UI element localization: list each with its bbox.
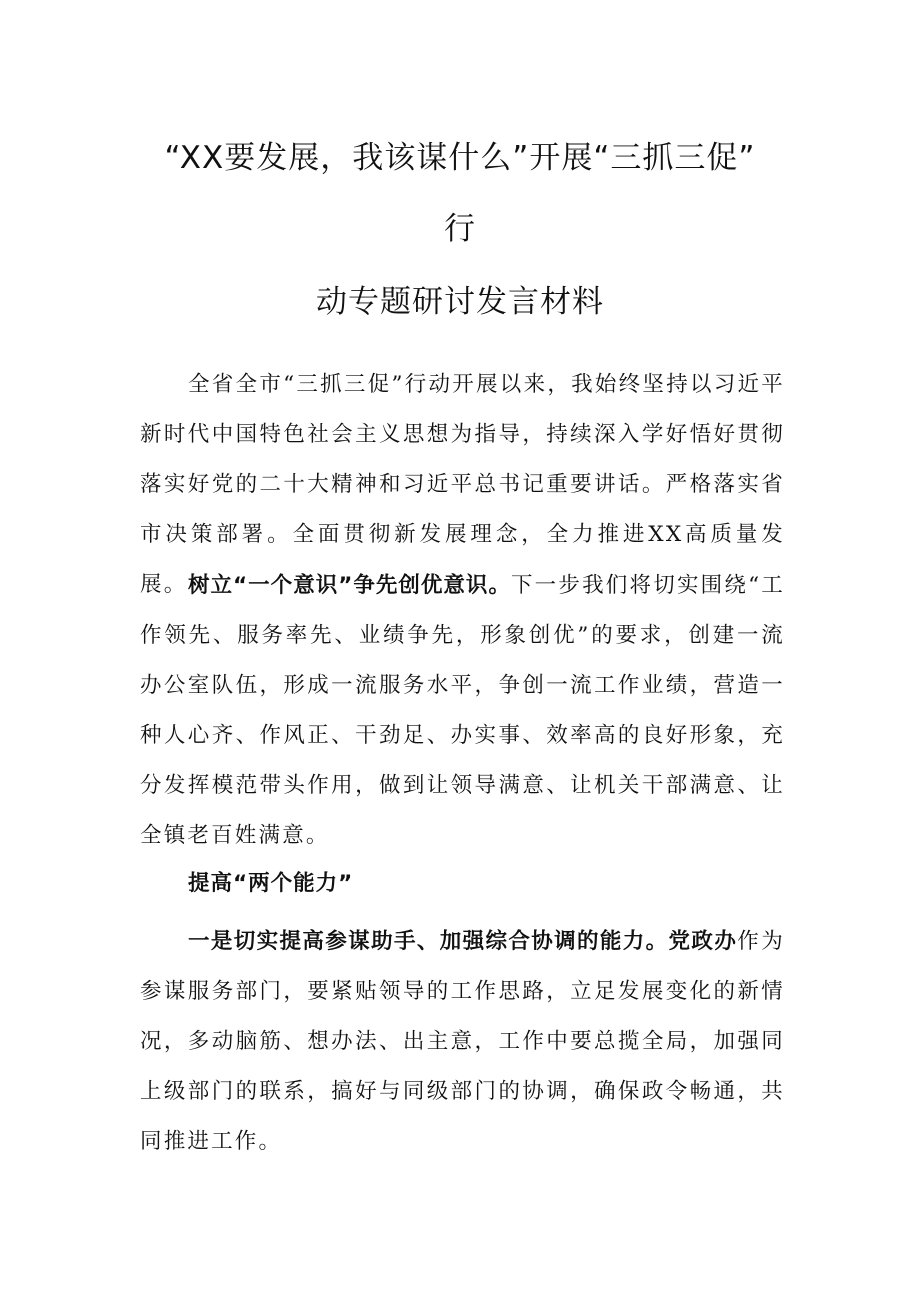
paragraph-ability-one [140,917,785,1167]
paragraph-heading-ability-one: 一是切实提高参谋助手、加强综合协调的能力。党政办 [188,929,738,954]
document-title-line-3: 动专题研讨发言材料 [316,284,604,320]
paragraph-body-ability-one: 作为参谋服务部门，要紧贴领导的工作思路，立足发展变化的新情况，多动脑筋、想办法、出主意，工作中要总揽全局，加强同上级部门的联系，搞好与同级部门的协调，确保政令畅通，共同推进工作。 [140,929,785,1154]
section-heading-two-abilities-text: 提高“两个能力” [188,871,354,896]
paragraph-heading-one-awareness: 树立“一个意识”争先创优意识。 [188,573,511,598]
section-heading-two-abilities [140,859,785,909]
paragraph-intro: 全省全市“三抓三促”行动开展以来，我始终坚持以习近平新时代中国特色社会主义思想为指导，持续深入学好悟好贯彻落实好党的二十大精神和习近平总书记重要讲话。严格落实省市决策部署。全面贯彻新发展理念，全力推进XX高质量发展。 [140,372,785,597]
paragraph-body-one-awareness: 下一步我们将切实围绕“工作领先、服务率先、业绩争先，形象创优”的要求，创建一流办公室队伍，形成一流服务水平，争创一流工作业绩，营造一种人心齐、作风正、干劲足、办实事、效率高的良好形象，充分发挥模范带头作用，做到让领导满意、让机关干部满意、让全镇老百姓满意。 [140,573,785,848]
paragraph-one-awareness [140,561,785,861]
document-title-line-1: “XX要发展，我该谋什么”开展“三抓三促” [164,140,756,176]
document-title-line-2: 行 [444,211,476,247]
